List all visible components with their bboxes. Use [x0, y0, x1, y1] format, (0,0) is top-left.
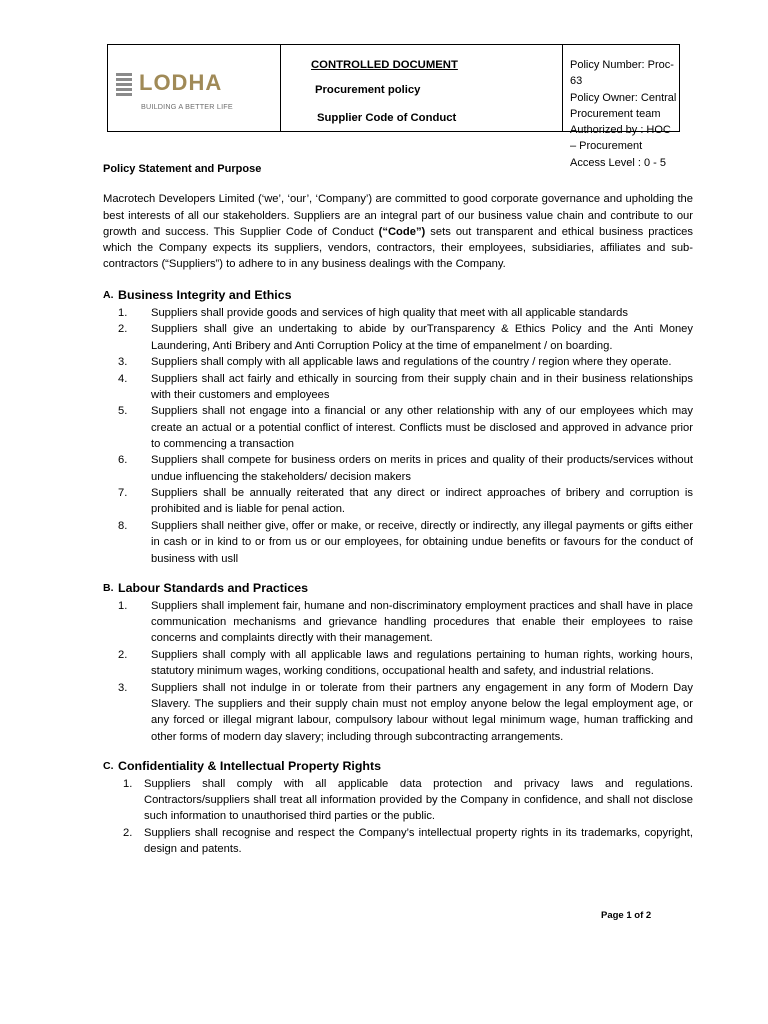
item-number: 8. [118, 519, 128, 532]
item-number: 2. [118, 323, 128, 336]
meta-cell [563, 45, 679, 169]
item-text: Suppliers shall not indulge in or tolerate from their partners any engagement in any form of Modern Day Slavery. The suppliers and their supply chain must not employ anyone below the legal employment age, or any forced or illegal migrant labour, compulsory labour without legal minimum wage, human trafficking and other forms of modern day slavery; including through subcontracting arrangements. [151, 681, 693, 743]
list-item [103, 403, 693, 452]
section-list [103, 776, 693, 858]
item-text: Suppliers shall implement fair, humane and non-discriminatory employment practices and shall have in place communication mechanisms and grievance handling procedures that enable their employees to raise concerns and complaints directly with their management. [151, 599, 693, 645]
list-item [103, 647, 693, 680]
item-text: Suppliers shall give an undertaking to abide by ourTransparency & Ethics Policy and the Anti Money Laundering, Anti Bribery and Anti Corruption Policy at the time of empanelment / on boarding. [151, 323, 693, 352]
item-number: 4. [118, 372, 128, 385]
item-number: 3. [118, 356, 128, 369]
item-text: Suppliers shall not engage into a financial or any other relationship with any of our employees which may create an actual or a potential conflict of interest. Conflicts must be disclosed and approved in advance prior to commencing a transaction [151, 405, 693, 450]
section-title: Labour Standards and Practices [118, 580, 309, 595]
section-heading [103, 287, 693, 303]
list-item [103, 485, 693, 518]
authorized-by: Authorized by : HOC – Procurement [570, 124, 671, 153]
access-level: Access Level : 0 - 5 [570, 156, 666, 169]
list-item [103, 776, 693, 825]
document-header-table [107, 44, 680, 169]
company-logo: LODHA [139, 70, 223, 95]
list-item [103, 452, 693, 485]
section-confidentiality [103, 758, 693, 858]
section-labour-standards [103, 580, 693, 745]
section-heading [103, 580, 693, 596]
logo-bars-icon [116, 73, 132, 98]
item-number: 3. [118, 681, 128, 694]
section-letter: A. [103, 288, 114, 301]
page-number: Page 1 of 2 [601, 910, 652, 921]
item-number: 5. [118, 405, 128, 418]
title-cell [281, 45, 563, 131]
list-item [103, 354, 693, 370]
list-item [103, 371, 693, 404]
logo-cell [108, 45, 281, 131]
list-item [103, 680, 693, 745]
item-number: 7. [118, 487, 128, 500]
section-list [103, 598, 693, 745]
document-body [103, 161, 693, 871]
item-text: Suppliers shall comply with all applicable laws and regulations of the country / region where they operate. [151, 356, 672, 369]
section-letter: B. [103, 581, 114, 594]
item-number: 1. [123, 777, 133, 790]
item-text: Suppliers shall act fairly and ethically in sourcing from their supply chain and in their business relationships with their customers and employees [151, 372, 693, 401]
section-title: Confidentiality & Intellectual Property Rights [118, 758, 381, 773]
doc-subtitle: Supplier Code of Conduct [317, 112, 457, 124]
item-number: 6. [118, 454, 128, 467]
intro-paragraph [103, 191, 693, 272]
list-item [103, 305, 693, 321]
item-text: Suppliers shall comply with all applicable data protection and privacy laws and regulations. Contractors/suppliers shall treat all information provided by the Company in confidence, and shall not disclose such information to unauthorised third parties or the public. [144, 777, 693, 823]
item-number: 2. [118, 648, 128, 661]
list-item [103, 598, 693, 647]
item-number: 1. [118, 599, 128, 612]
list-item [103, 321, 693, 354]
item-text: Suppliers shall provide goods and services of high quality that meet with all applicable standards [151, 306, 628, 319]
section-business-integrity [103, 287, 693, 567]
list-item [103, 518, 693, 567]
list-item [103, 825, 693, 858]
policy-number: Policy Number: Proc-63 [570, 59, 674, 88]
item-text: Suppliers shall neither give, offer or make, or receive, directly or indirectly, any illegal payments or gifts either in cash or in kind to or from us or our employees, for obtaining undue benefits or favours for the conduct of business with usll [151, 519, 693, 565]
policy-owner: Policy Owner: Central Procurement team [570, 91, 677, 120]
intro-text-1: Macrotech Developers Limited (‘we’, ‘our’, ‘Company’) are committed to good corporate governance and upholding the best interests of all our stakeholders. Suppliers are an integral part of our business value chain and contribute to our growth and success. This Supplier Code of Conduct [103, 193, 693, 238]
section-letter: C. [103, 759, 114, 772]
section-list [103, 305, 693, 567]
item-number: 1. [118, 306, 128, 319]
item-text: Suppliers shall comply with all applicable laws and regulations pertaining to human rights, working hours, statutory minimum wages, working conditions, occupational health and safety, and industrial relations. [151, 648, 693, 678]
policy-name: Procurement policy [315, 84, 421, 96]
item-text: Suppliers shall compete for business orders on merits in prices and quality of their products/services without undue influencing the stakeholders/ decision makers [151, 454, 693, 483]
section-heading [103, 758, 693, 774]
policy-statement-title: Policy Statement and Purpose [103, 163, 262, 175]
section-title: Business Integrity and Ethics [118, 287, 292, 302]
intro-code-term: (“Code”) [378, 225, 426, 238]
doc-type: CONTROLLED DOCUMENT [311, 59, 458, 71]
item-text: Suppliers shall be annually reiterated that any direct or indirect approaches of bribery and corruption is prohibited and is liable for penal action. [151, 487, 693, 516]
item-text: Suppliers shall recognise and respect the Company’s intellectual property rights in its trademarks, copyright, design and patents. [144, 826, 693, 856]
logo-tagline: BUILDING A BETTER LIFE [141, 102, 233, 111]
item-number: 2. [123, 826, 133, 839]
intro-text-2: sets out transparent and ethical business practices which the Company expects its suppliers, vendors, contractors, their employees, subsidiaries, affiliates and sub-contractors (“Suppliers”) to adhere to in any business dealings with the Company. [103, 225, 693, 271]
